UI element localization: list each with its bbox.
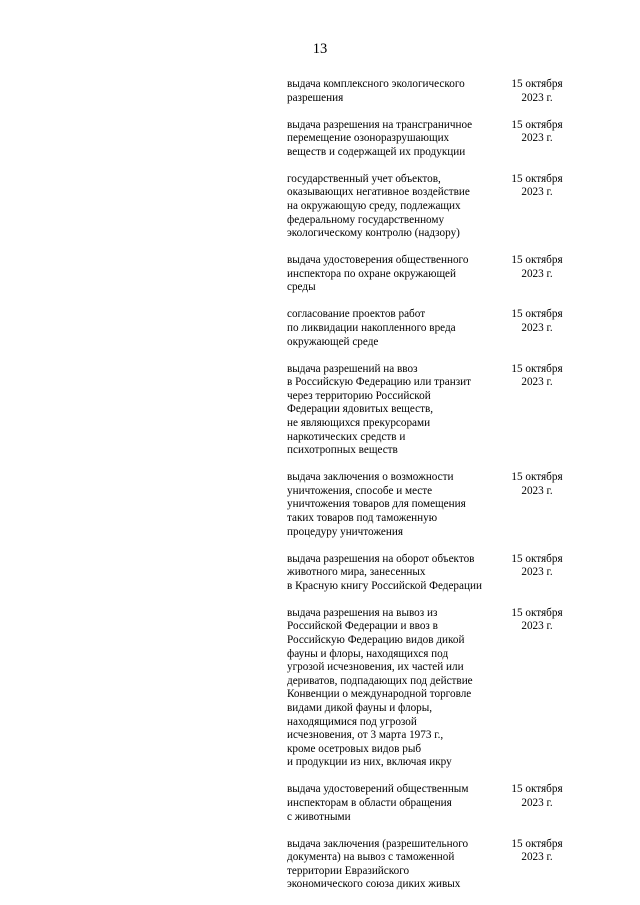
- service-name-line: фауны и флоры, находящихся под: [287, 647, 449, 660]
- service-name-line: на окружающую среду, подлежащих: [287, 199, 461, 212]
- effective-date: [498, 607, 576, 634]
- service-name-line: Российскую Федерацию видов дикой: [287, 633, 465, 646]
- service-name: [287, 78, 502, 105]
- service-name: [287, 363, 502, 458]
- service-name-line: угрозой исчезновения, их частей или: [287, 661, 464, 674]
- service-name-line: выдача разрешений на ввоз: [287, 362, 418, 375]
- service-name-line: таких товаров под таможенную: [287, 511, 438, 524]
- effective-date-line: 2023 г.: [521, 620, 553, 633]
- effective-date-line: 2023 г.: [521, 484, 553, 497]
- effective-date: [498, 553, 576, 580]
- effective-date: [498, 783, 576, 810]
- service-name-line: не являющихся прекурсорами: [287, 416, 431, 429]
- service-name-line: выдача комплексного экологического: [287, 78, 465, 90]
- service-name-line: государственный учет объектов,: [287, 172, 441, 185]
- effective-date: [498, 838, 576, 865]
- service-name-line: перемещение озоноразрушающих: [287, 132, 450, 145]
- service-name-line: кроме осетровых видов рыб: [287, 742, 422, 755]
- service-name-line: дериватов, подпадающих под действие: [287, 674, 473, 687]
- effective-date-line: 15 октября: [511, 308, 563, 321]
- effective-date-line: 15 октября: [511, 172, 563, 185]
- service-name-line: в Российскую Федерацию или транзит: [287, 376, 472, 389]
- service-name-line: с животными: [287, 810, 351, 823]
- effective-date: [498, 308, 576, 335]
- service-name-line: экономического союза диких живых: [287, 878, 461, 891]
- service-name: [287, 173, 502, 241]
- effective-date-line: 15 октября: [511, 552, 563, 565]
- service-name: [287, 838, 502, 892]
- service-name-line: по ликвидации накопленного вреда: [287, 321, 456, 334]
- service-name-line: уничтожения товаров для помещения: [287, 498, 466, 511]
- service-name-line: и продукции из них, включая икру: [287, 756, 452, 769]
- effective-date: [498, 173, 576, 200]
- effective-date-line: 15 октября: [511, 783, 563, 796]
- service-name: [287, 254, 502, 295]
- effective-date-line: 2023 г.: [521, 267, 553, 280]
- service-name-line: согласование проектов работ: [287, 308, 426, 321]
- effective-date: [498, 471, 576, 498]
- effective-date: [498, 363, 576, 390]
- service-name: [287, 553, 502, 594]
- effective-date-line: 15 октября: [511, 837, 563, 850]
- service-name-line: Российской Федерации и ввоз в: [287, 620, 438, 633]
- service-name-line: территории Евразийского: [287, 864, 410, 877]
- service-name: [287, 308, 502, 349]
- service-name-line: уничтожения, способе и месте: [287, 484, 433, 497]
- service-name-line: Конвенции о международной торговле: [287, 688, 472, 701]
- effective-date-line: 15 октября: [511, 78, 563, 90]
- service-name-line: среды: [287, 281, 316, 294]
- service-name-line: инспекторам в области обращения: [287, 796, 452, 809]
- service-name: [287, 471, 502, 539]
- service-name-line: психотропных веществ: [287, 444, 398, 457]
- service-name-line: разрешения: [287, 91, 344, 104]
- service-name-line: находящимися под угрозой: [287, 715, 417, 728]
- service-name-line: веществ и содержащей их продукции: [287, 145, 466, 158]
- service-name-line: выдача разрешения на трансграничное: [287, 118, 473, 131]
- service-name-line: в Красную книгу Российской Федерации: [287, 579, 482, 592]
- service-name-line: выдача заключения (разрешительного: [287, 837, 469, 850]
- service-name: [287, 783, 502, 824]
- service-name: [287, 607, 502, 770]
- page-number: 13: [312, 41, 328, 57]
- service-name-line: через территорию Российской: [287, 389, 431, 402]
- service-name-line: исчезновения, от 3 марта 1973 г.,: [287, 729, 444, 742]
- service-name-line: выдача заключения о возможности: [287, 471, 454, 484]
- service-name-line: выдача удостоверений общественным: [287, 783, 469, 796]
- service-name-line: видами дикой фауны и флоры,: [287, 701, 433, 714]
- service-name-line: процедуру уничтожения: [287, 525, 404, 538]
- effective-date-line: 2023 г.: [521, 851, 553, 864]
- service-name-line: животного мира, занесенных: [287, 566, 426, 579]
- service-name-line: оказывающих негативное воздействие: [287, 186, 470, 199]
- effective-date-line: 2023 г.: [521, 566, 553, 579]
- service-name-line: экологическому контролю (надзору): [287, 227, 460, 240]
- service-name: [287, 119, 502, 160]
- service-name-line: федеральному государственному: [287, 213, 445, 226]
- effective-date: [498, 78, 576, 105]
- effective-date-line: 2023 г.: [521, 376, 553, 389]
- effective-date-line: 2023 г.: [521, 91, 553, 104]
- service-name-line: документа) на вывоз с таможенной: [287, 851, 455, 864]
- effective-date-line: 2023 г.: [521, 796, 553, 809]
- service-name-line: выдача разрешения на оборот объектов: [287, 552, 475, 565]
- service-name-line: наркотических средств и: [287, 430, 406, 443]
- effective-date-line: 15 октября: [511, 606, 563, 619]
- effective-date: [498, 254, 576, 281]
- effective-date-line: 2023 г.: [521, 132, 553, 145]
- effective-date: [498, 119, 576, 146]
- effective-date-line: 2023 г.: [521, 321, 553, 334]
- service-name-line: инспектора по охране окружающей: [287, 267, 457, 280]
- service-name-line: Федерации ядовитых веществ,: [287, 403, 434, 416]
- effective-date-line: 2023 г.: [521, 186, 553, 199]
- effective-date-line: 15 октября: [511, 254, 563, 267]
- effective-date-line: 15 октября: [511, 118, 563, 131]
- service-name-line: выдача удостоверения общественного: [287, 254, 469, 267]
- service-name-line: окружающей среде: [287, 335, 379, 348]
- effective-date-line: 15 октября: [511, 362, 563, 375]
- service-name-line: выдача разрешения на вывоз из: [287, 606, 438, 619]
- effective-date-line: 15 октября: [511, 471, 563, 484]
